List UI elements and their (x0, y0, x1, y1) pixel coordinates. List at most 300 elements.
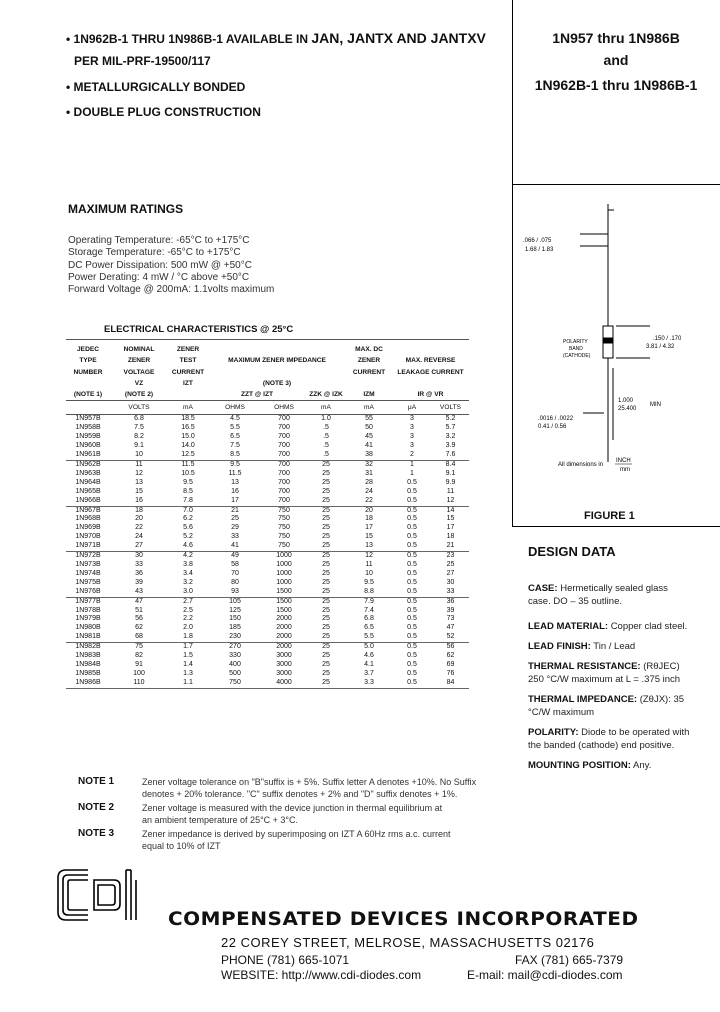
table-cell: 11 (135, 461, 143, 469)
table-cell: 15 (446, 515, 455, 523)
table-cell: 56 (135, 615, 143, 623)
table-cell: 750 (278, 506, 290, 514)
table-cell: 1N974B (75, 569, 101, 577)
table-row (66, 533, 469, 542)
table-cell: 13 (231, 478, 239, 486)
table-cell: 8.2 (134, 433, 144, 441)
h-ir-vr: IR @ VR (417, 391, 444, 399)
table-cell: 1.1 (168, 679, 208, 688)
h-leak-1: MAX. REVERSE (405, 357, 456, 365)
h-nom-2: ZENER (127, 357, 151, 365)
unit-volts-vr: VOLTS (432, 401, 469, 415)
table-cell: 41 (208, 542, 262, 551)
design-data-title: DESIGN DATA (528, 544, 616, 559)
table-cell: 105 (229, 597, 241, 605)
table-cell: 750 (278, 515, 290, 523)
table-cell: 3.2 (183, 578, 193, 586)
table-cell: 49 (231, 552, 239, 560)
note-1: NOTE 1 Zener voltage tolerance on "B"suffix is + 5%. Suffix letter A denotes +10%. No Suffix denotes + 20% tolerance. "C" suffix denotes + 2% and "D" suffix denotes + 1%. (78, 776, 477, 799)
table-row (66, 442, 469, 451)
table-cell: 700 (262, 497, 306, 506)
table-cell: 39 (446, 606, 455, 614)
table-row (66, 643, 469, 652)
table-cell: 14 (446, 506, 455, 514)
table-cell: 6.2 (183, 515, 193, 523)
notes-block (78, 776, 478, 858)
table-cell: 1 (410, 469, 414, 477)
table-cell: 25 (322, 533, 330, 541)
h-leak-2: LEAKAGE CURRENT (397, 368, 464, 376)
fig-dim3: 1.000 (618, 398, 634, 404)
table-cell: 25 (306, 588, 346, 597)
h-test-3: CURRENT (171, 368, 205, 376)
table-cell: 1 (410, 461, 414, 469)
table-cell: 21 (231, 506, 239, 514)
table-row (66, 552, 469, 561)
table-cell: 25 (322, 597, 330, 605)
h-vz: VZ (134, 380, 144, 388)
table-cell: 69 (446, 660, 455, 668)
table-cell: 3.3 (346, 679, 392, 688)
table-cell: 2.0 (183, 624, 193, 632)
cdi-logo (54, 866, 162, 924)
table-cell: 150 (229, 615, 241, 623)
table-cell: 1N976B (66, 588, 110, 597)
table-cell: 1.3 (183, 669, 193, 677)
table-cell: 230 (208, 633, 262, 642)
table-cell: 700 (278, 415, 290, 423)
table-cell: 24 (135, 533, 143, 541)
table-cell: 1000 (276, 552, 292, 560)
table-cell: 82 (135, 652, 143, 660)
unit-ma: mA (168, 401, 208, 415)
table-cell: 39 (135, 578, 143, 586)
table-cell: 7.8 (168, 497, 208, 506)
table-cell: 56 (446, 643, 455, 651)
table-cell: 28 (365, 478, 373, 486)
table-cell: 1N982B (75, 643, 101, 651)
table-cell: 1N986B (66, 679, 110, 688)
table-cell: 20 (135, 515, 143, 523)
table-cell: 1N980B (75, 624, 101, 632)
bullet-double-plug: • DOUBLE PLUG CONSTRUCTION (66, 105, 261, 119)
table-cell: 500 (229, 669, 241, 677)
table-cell: 1N962B (75, 461, 101, 469)
table-row (66, 451, 469, 460)
table-cell: 25 (322, 606, 330, 614)
table-cell: 1500 (276, 606, 292, 614)
table-cell: 93 (208, 588, 262, 597)
h-note1: (NOTE 1) (73, 391, 103, 399)
table-cell: 0.5 (407, 552, 417, 560)
table-cell: 11.5 (181, 461, 195, 469)
table-cell: 47 (446, 624, 455, 632)
bullet-mil-spec: PER MIL-PRF-19500/117 (74, 54, 211, 68)
table-cell: 3.8 (183, 560, 193, 568)
table-cell: 1N978B (75, 606, 101, 614)
table-row (66, 461, 469, 470)
table-cell: 80 (231, 578, 239, 586)
fig-dim4b: 0.41 / 0.56 (538, 424, 567, 430)
table-row (66, 670, 469, 679)
table-row (66, 433, 469, 442)
table-cell: 25 (322, 506, 330, 514)
h-note2: (NOTE 2) (124, 391, 154, 399)
table-cell: 25 (322, 578, 330, 586)
table-row (66, 488, 469, 497)
table-cell: 18 (446, 533, 455, 541)
table-cell: 3000 (276, 669, 292, 677)
table-cell: 3.2 (445, 433, 456, 441)
unit-ohms-zzk: OHMS (262, 401, 306, 415)
table-cell: 3.9 (445, 442, 456, 450)
table-cell: 25 (306, 679, 346, 688)
table-cell: 1N968B (75, 515, 101, 523)
table-cell: 6.8 (364, 615, 374, 623)
table-cell: 4.2 (183, 552, 193, 560)
table-cell: 2 (392, 451, 432, 460)
table-row (66, 597, 469, 606)
table-cell: 91 (135, 660, 143, 668)
email-link[interactable]: E-mail: mail@cdi-diodes.com (467, 968, 623, 982)
design-thermal-resistance: THERMAL RESISTANCE: (RθJEC) (528, 661, 680, 672)
table-row (66, 524, 469, 533)
divider-vertical-mid (512, 184, 513, 526)
table-cell: .5 (323, 433, 329, 441)
table-cell: 700 (278, 461, 290, 469)
table-cell: 8.8 (346, 588, 392, 597)
table-row (66, 479, 469, 488)
table-cell: 2.7 (183, 597, 193, 605)
design-polarity: POLARITY: Diode to be operated with (528, 727, 690, 738)
elec-title: ELECTRICAL CHARACTERISTICS @ 25°C (104, 324, 294, 335)
table-cell: 0.5 (407, 615, 417, 623)
table-cell: 25 (322, 652, 330, 660)
table-cell: 15 (135, 487, 143, 495)
table-cell: 700 (278, 433, 290, 441)
table-cell: 4.1 (364, 660, 374, 668)
table-row (66, 515, 469, 524)
table-cell: 75 (135, 643, 143, 651)
table-cell: 76 (446, 669, 455, 677)
table-cell: 33 (231, 533, 239, 541)
table-cell: 25 (322, 552, 330, 560)
table-cell: 25 (322, 660, 330, 668)
table-cell: 70 (231, 569, 239, 577)
table-cell: 1N960B (75, 442, 101, 450)
note-3: NOTE 3 Zener impedance is derived by superimposing on IZT A 60Hz rms a.c. current equal to 10% of IZT (78, 828, 451, 851)
table-cell: 700 (278, 442, 290, 450)
fig-dim2: .150 / .170 (653, 336, 682, 342)
table-cell: 25 (322, 469, 330, 477)
table-cell: 700 (278, 424, 290, 432)
table-cell: 750 (208, 679, 262, 688)
table-cell: 25 (322, 478, 330, 486)
table-cell: 3.0 (168, 588, 208, 597)
table-cell: 750 (278, 524, 290, 532)
table-cell: 47 (135, 597, 143, 605)
h-jedec-1: JEDEC (77, 346, 99, 354)
table-cell: 11 (365, 560, 373, 568)
h-jedec-2: TYPE (79, 357, 97, 365)
table-cell: 12 (135, 469, 143, 477)
table-cell: 1.8 (168, 633, 208, 642)
table-cell: 1N967B (75, 506, 101, 514)
table-cell: 700 (262, 451, 306, 460)
table-cell: 25 (322, 569, 330, 577)
table-cell: 0.5 (407, 669, 417, 677)
table-cell: 0.5 (407, 506, 417, 514)
unit-ma-izk: mA (306, 401, 346, 415)
table-cell: 1N984B (75, 660, 101, 668)
table-row (66, 506, 469, 515)
table-cell: 10 (365, 569, 373, 577)
h-zzt: ZZT @ IZT (240, 391, 274, 399)
table-cell: 6.5 (230, 433, 240, 441)
table-cell: 0.5 (407, 487, 417, 495)
h-test-1: ZENER (176, 346, 200, 354)
table-cell: 330 (229, 652, 241, 660)
fig-polarity: POLARITY (563, 339, 588, 345)
table-cell: 1N959B (75, 433, 101, 441)
table-cell: 27 (446, 569, 455, 577)
table-cell: 25 (322, 615, 330, 623)
table-cell: 23 (446, 552, 455, 560)
table-cell: 0.5 (407, 606, 417, 614)
table-cell: 1N970B (75, 533, 101, 541)
table-cell: 29 (231, 524, 239, 532)
design-lead-finish: LEAD FINISH: Tin / Lead (528, 641, 636, 652)
table-row (66, 542, 469, 551)
table-cell: 24 (365, 487, 373, 495)
fig-dim3b: 25.400 (618, 406, 637, 412)
table-cell: 750 (278, 533, 290, 541)
table-cell: 0.5 (392, 679, 432, 688)
table-cell: 55 (365, 415, 373, 423)
table-cell: 6.8 (134, 415, 144, 423)
table-cell: 25 (322, 461, 330, 469)
table-cell: 8.5 (208, 451, 262, 460)
table-cell: 7.0 (183, 506, 193, 514)
table-cell: 25 (231, 515, 239, 523)
table-cell: 25 (322, 487, 330, 495)
table-cell: 25 (306, 633, 346, 642)
electrical-characteristics-table (66, 344, 469, 689)
h-jedec-3: NUMBER (73, 368, 103, 376)
table-cell: 25 (322, 669, 330, 677)
table-cell: 11.5 (228, 469, 242, 477)
table-cell: 17 (208, 497, 262, 506)
table-cell: 18.5 (181, 415, 195, 423)
table-cell: 2000 (276, 615, 292, 623)
table-row (66, 570, 469, 579)
table-cell: 1000 (276, 578, 292, 586)
table-cell: 33 (135, 560, 143, 568)
table-cell: 270 (229, 643, 241, 651)
table-cell: 1N966B (66, 497, 110, 506)
fig-inch: INCH (616, 458, 631, 464)
max-ratings-title: MAXIMUM RATINGS (68, 202, 184, 216)
table-cell: 25 (446, 560, 455, 568)
table-cell: 5.2 (183, 533, 193, 541)
part-range-title: 1N957 thru 1N986B (552, 30, 680, 46)
table-cell: 22 (346, 497, 392, 506)
table-cell: 5.7 (445, 424, 456, 432)
h-izm: IZM (363, 391, 375, 399)
table-cell: 43 (110, 588, 168, 597)
table-row (66, 415, 469, 424)
table-cell: 0.5 (407, 569, 417, 577)
table-cell: 5.6 (183, 524, 193, 532)
table-cell: 11 (446, 487, 455, 495)
table-cell: 1000 (276, 569, 292, 577)
table-cell: 5.5 (230, 424, 240, 432)
table-cell: 68 (110, 633, 168, 642)
table-cell: 30 (135, 552, 143, 560)
table-cell: 1500 (276, 597, 292, 605)
table-cell: 5.2 (445, 415, 456, 423)
table-cell: 15.0 (181, 433, 195, 441)
table-cell: 17 (446, 524, 455, 532)
table-cell: .5 (306, 451, 346, 460)
table-cell: 0.5 (407, 643, 417, 651)
table-cell: 7.9 (364, 597, 374, 605)
table-cell: 1N971B (66, 542, 110, 551)
elec-top-rule (66, 339, 469, 340)
table-cell: 22 (135, 524, 143, 532)
table-cell: 62 (135, 624, 143, 632)
table-cell: .5 (323, 442, 329, 450)
h-izt: IZT (183, 380, 193, 388)
table-cell: 3000 (276, 652, 292, 660)
table-cell: 2.5 (183, 606, 193, 614)
h-zener-impedance: MAXIMUM ZENER IMPEDANCE (228, 357, 326, 365)
table-cell: 25 (322, 643, 330, 651)
table-cell: 36 (135, 569, 143, 577)
table-cell: 36 (446, 597, 455, 605)
table-cell: 33 (432, 588, 469, 597)
table-cell: 1.0 (321, 415, 331, 423)
table-cell: 58 (231, 560, 239, 568)
table-cell: 0.5 (392, 588, 432, 597)
table-cell: 5.5 (346, 633, 392, 642)
divider-vertical-top (512, 0, 513, 184)
table-cell: 185 (229, 624, 241, 632)
table-cell: 8.4 (445, 461, 456, 469)
phone: PHONE (781) 665-1071 (221, 953, 350, 967)
table-cell: 1000 (276, 560, 292, 568)
fig-cathode: (CATHODE) (563, 353, 591, 359)
table-cell: 100 (133, 669, 145, 677)
fig-dims-note: All dimensions in (558, 462, 604, 468)
bullet-availability: • 1N962B-1 THRU 1N986B-1 AVAILABLE IN JAN, JANTX AND JANTXV (66, 30, 486, 46)
note-2: NOTE 2 Zener voltage is measured with the device junction in thermal equilibrium at an ambient temperature of 25°C + 3°C. (78, 802, 443, 825)
table-row (66, 470, 469, 479)
unit-ma-izm: mA (346, 401, 392, 415)
design-lead-material: LEAD MATERIAL: Copper clad steel. (528, 621, 688, 632)
table-cell: 1N964B (75, 478, 101, 486)
table-cell: 700 (278, 478, 290, 486)
fig-dim3c: MIN (650, 402, 661, 408)
table-cell: 1N961B (66, 451, 110, 460)
table-cell: 700 (278, 487, 290, 495)
table-cell: 12.5 (168, 451, 208, 460)
table-cell: 2000 (262, 633, 306, 642)
table-row (66, 679, 469, 688)
table-cell: 13 (135, 478, 143, 486)
table-cell: 0.5 (407, 660, 417, 668)
table-cell: 1N958B (75, 424, 101, 432)
table-cell: 0.5 (392, 633, 432, 642)
table-cell: 17 (365, 524, 373, 532)
table-cell: 9.5 (230, 461, 240, 469)
design-thermal-impedance: THERMAL IMPEDANCE: (ZθJX): 35 (528, 694, 685, 705)
fax: FAX (781) 665-7379 (515, 953, 624, 967)
part-range-and: and (603, 52, 629, 68)
table-row (66, 497, 469, 506)
table-row (66, 579, 469, 588)
table-cell: 7.5 (134, 424, 144, 432)
h-maxdc-2: ZENER (357, 357, 381, 365)
table-cell: 9.5 (364, 578, 374, 586)
table-cell: 400 (229, 660, 241, 668)
table-cell: 9.1 (134, 442, 144, 450)
table-row (66, 652, 469, 661)
table-cell: 62 (446, 652, 455, 660)
table-cell: 0.5 (392, 542, 432, 551)
h-maxdc-1: MAX. DC (355, 346, 383, 354)
table-cell: 0.5 (407, 578, 417, 586)
table-cell: 7.4 (364, 606, 374, 614)
table-cell: 1N972B (75, 552, 101, 560)
table-cell: 1.7 (183, 643, 193, 651)
table-cell: 41 (365, 442, 373, 450)
table-cell: 52 (432, 633, 469, 642)
table-cell: 0.5 (407, 533, 417, 541)
table-cell: 0.5 (407, 515, 417, 523)
table-cell: 0.5 (407, 624, 417, 632)
design-data: CASE: Hermetically sealed glass case. DO – 35 outline. LEAD MATERIAL: Copper clad steel. LEAD FINISH: Tin / Lead THERMAL RESISTANCE: (RθJEC) 250 °C/W maximum at L = .375 inch THERMAL IMPEDANCE: (ZθJX): 35 °C/W maximum POLARITY: Diode to be operated with the banded (cathode) end positive. MOUNTING POSITION: Any. (528, 582, 714, 772)
table-cell: 1N981B (66, 633, 110, 642)
table-cell: 0.5 (407, 597, 417, 605)
table-row (66, 607, 469, 616)
fig-mm: mm (620, 467, 630, 473)
table-cell: 3 (410, 415, 414, 423)
table-cell: 0.5 (407, 524, 417, 532)
table-cell: 0.5 (392, 497, 432, 506)
table-cell: 15 (365, 533, 373, 541)
h-nom-3: VOLTAGE (123, 368, 155, 376)
unit-ua: μA (392, 401, 432, 415)
fig-band: BAND (569, 346, 583, 352)
table-cell: 13 (346, 542, 392, 551)
bullet-bonded: • METALLURGICALLY BONDED (66, 80, 246, 94)
h-test-2: TEST (179, 357, 197, 365)
table-cell: 6.5 (364, 624, 374, 632)
table-cell: 32 (365, 461, 373, 469)
table-cell: 12 (365, 552, 373, 560)
fig-dim4: .0016 / .0022 (538, 416, 574, 422)
table-row (66, 615, 469, 624)
table-cell: 30 (446, 578, 455, 586)
table-cell: 1N983B (75, 652, 101, 660)
table-row (66, 624, 469, 633)
table-cell: 16.5 (181, 424, 195, 432)
table-cell: 1N965B (75, 487, 101, 495)
website-link[interactable]: WEBSITE: http://www.cdi-diodes.com (221, 968, 422, 982)
table-row (66, 588, 469, 597)
table-cell: 1N973B (75, 560, 101, 568)
